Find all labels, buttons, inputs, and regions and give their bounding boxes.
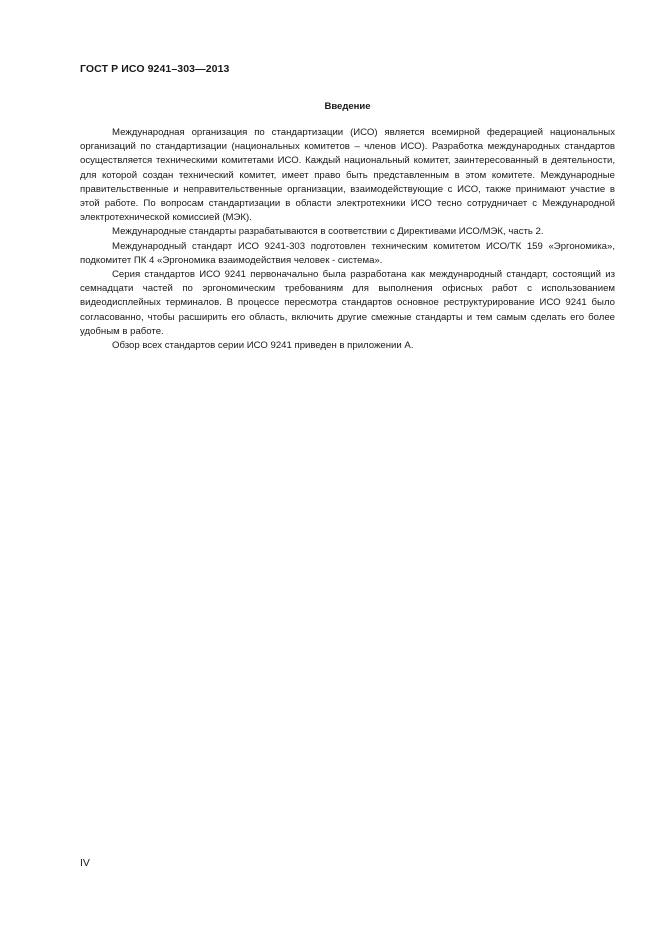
paragraph-iso-overview: Международная организация по стандартизации (ИСО) является всемирной федерацией национальных организаций по стандартизации (национальных комитетов – членов ИСО). Разработка международных стандартов осуществляется техническими комитетами ИСО. Каждый национальный комитет, заинтересованный в деятельности, для которой создан технический комитет, имеет право быть представленным в этом комитете. Международные правительственные и неправительственные организации, взаимодействующие с ИСО, также принимают участие в этой работе. По вопросам стандартизации в области электротехники ИСО тесно сотрудничает с Международной электротехнической комиссией (МЭК). <box>80 127 615 224</box>
paragraph-directives: Международные стандарты разрабатываются в соответствии с Директивами ИСО/МЭК, часть 2. <box>112 226 544 238</box>
paragraph-series-history: Серия стандартов ИСО 9241 первоначально была разработана как международный стандарт, состоящий из семнадцати частей по эргономическим требованиям для выполнения офисных работ с использованием видеодисплейных терминалов. В процессе пересмотра стандартов основное реструктурирование ИСО 9241 было согласованно, чтобы расширить его область, включить другие смежные стандарты и тем самым сделать его более удобным в работе. <box>80 269 615 337</box>
page-number: IV <box>80 857 90 869</box>
introduction-body <box>80 126 615 353</box>
paragraph-committee: Международный стандарт ИСО 9241-303 подготовлен техническим комитетом ИСО/ТК 159 «Эргономика», подкомитет ПК 4 «Эргономика взаимодействия человек - система». <box>80 240 615 266</box>
section-title-text: Введение <box>324 101 371 112</box>
section-title <box>0 101 661 112</box>
paragraph-annex-reference: Обзор всех стандартов серии ИСО 9241 приведен в приложении А. <box>112 340 414 352</box>
document-code-header: ГОСТ Р ИСО 9241–303—2013 <box>80 63 230 75</box>
